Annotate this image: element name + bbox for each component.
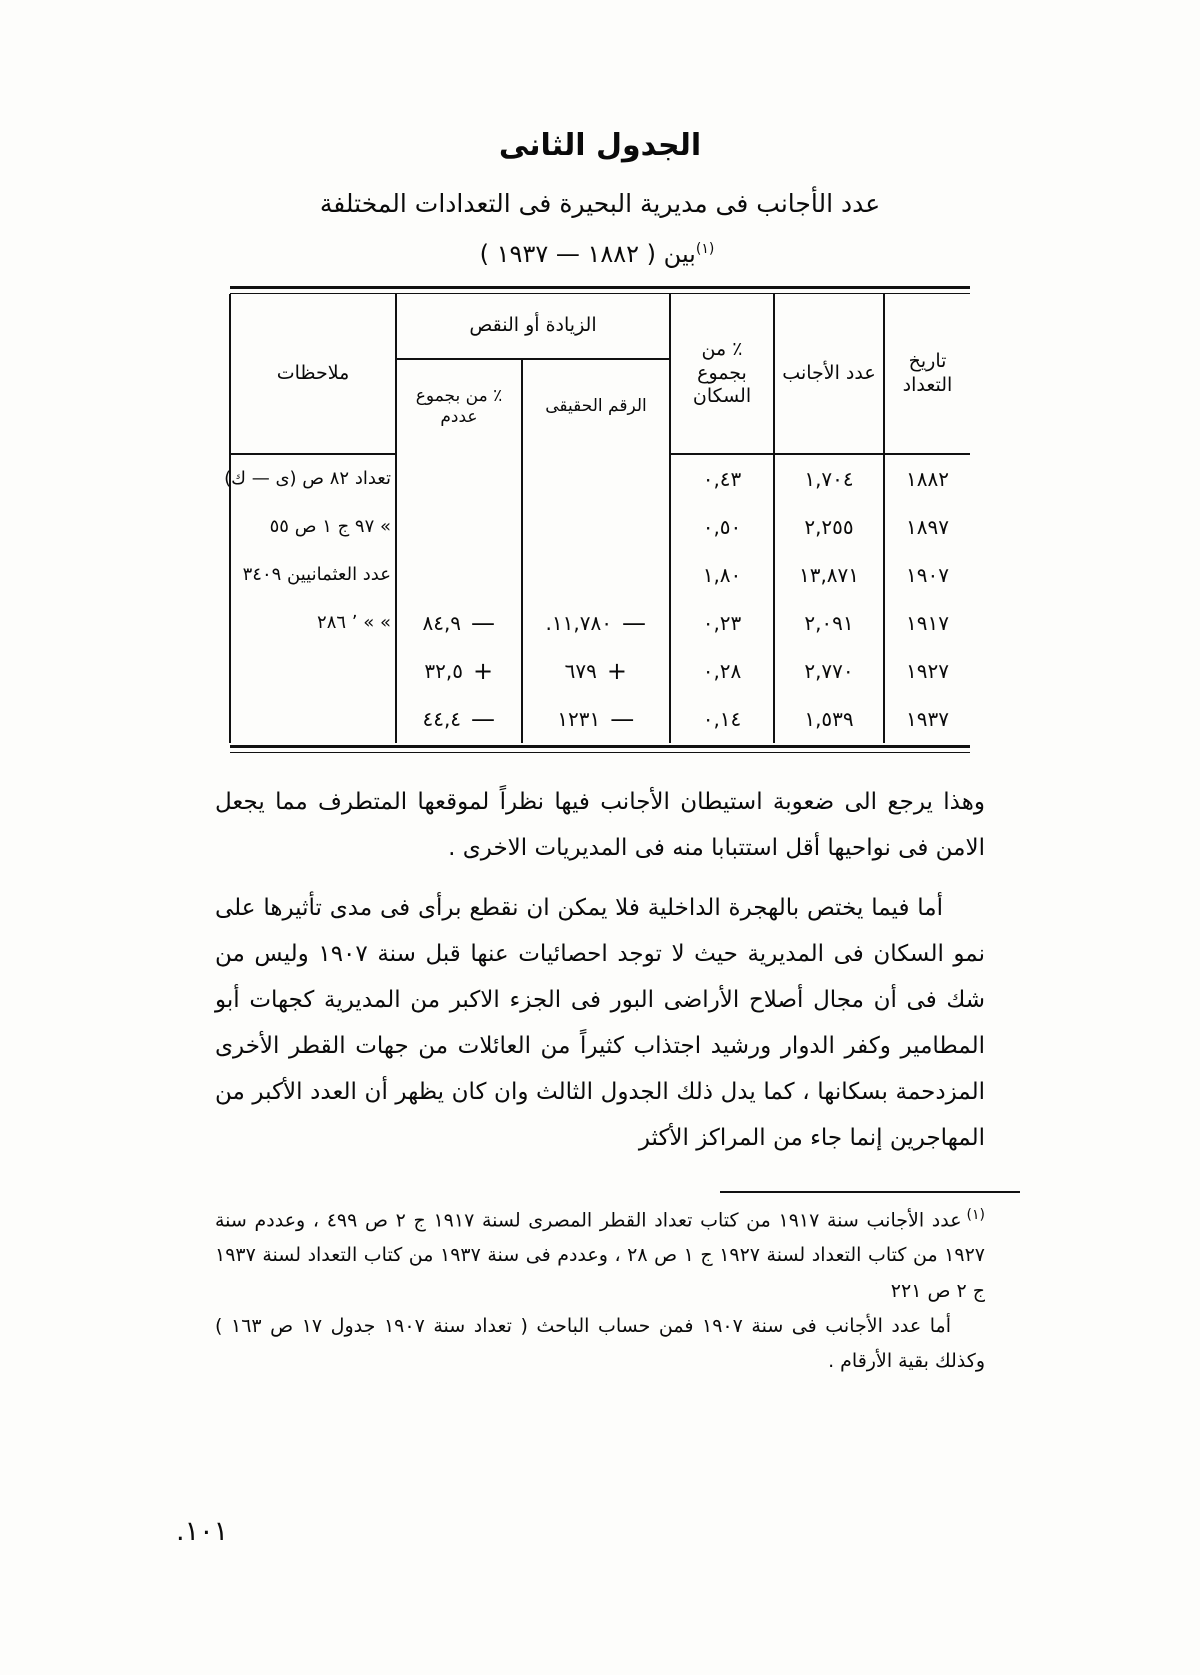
cell-change-pct xyxy=(396,454,522,503)
header-change-real: الرقم الحقيقى xyxy=(522,359,670,454)
cell-change-pct xyxy=(396,551,522,599)
table-body xyxy=(224,454,970,743)
cell-change-real: ١٢٣١ — xyxy=(522,695,670,743)
page-number: ١٠١. xyxy=(176,1516,229,1547)
footnote-marker: (١) xyxy=(966,1207,985,1223)
header-pct-of-population: ٪ من بجموع السكان xyxy=(670,294,774,454)
cell-census-date: ١٨٨٢ xyxy=(884,454,970,503)
cell-notes xyxy=(230,647,396,695)
footnote-line xyxy=(215,1309,985,1379)
table-row xyxy=(230,454,970,503)
cell-foreigners-count: ٢,٢٥٥ xyxy=(774,503,884,551)
cell-census-date: ١٩٠٧ xyxy=(884,551,970,599)
header-foreigners-count: عدد الأجانب xyxy=(774,294,884,454)
cell-change-pct: ٣٢,٥ + xyxy=(396,647,522,695)
cell-foreigners-count: ١,٥٣٩ xyxy=(774,695,884,743)
header-notes: ملاحظات xyxy=(230,294,396,454)
footnote-line xyxy=(215,1203,985,1309)
table-head xyxy=(230,294,970,454)
cell-census-date: ١٩٢٧ xyxy=(884,647,970,695)
census-table xyxy=(224,294,970,743)
cell-census-date: ١٩٣٧ xyxy=(884,695,970,743)
cell-pct-of-population: ٠,٥٠ xyxy=(670,503,774,551)
footnote-marker-title: (١) xyxy=(695,241,715,257)
cell-foreigners-count: ١,٧٠٤ xyxy=(774,454,884,503)
table-row xyxy=(230,647,970,695)
header-census-date: تاريخ التعداد xyxy=(884,294,970,454)
header-change-pct: ٪ من بجموع عددم xyxy=(396,359,522,454)
cell-census-date: ١٨٩٧ xyxy=(884,503,970,551)
cell-foreigners-count: ٢,٠٩١ xyxy=(774,599,884,647)
cell-change-pct xyxy=(396,503,522,551)
cell-pct-of-population: ٠,٤٣ xyxy=(670,454,774,503)
table-date-range xyxy=(0,240,1200,268)
cell-change-pct: ٤٤,٤ — xyxy=(396,695,522,743)
date-range-text: بين ( ١٨٨٢ — ١٩٣٧ ) xyxy=(479,240,696,268)
cell-census-date: ١٩١٧ xyxy=(884,599,970,647)
cell-notes: » ٩٧ ج ١ ص ٥٥ xyxy=(230,503,396,551)
table-subtitle: عدد الأجانب فى مديرية البحيرة فى التعدادات المختلفة xyxy=(319,189,881,218)
cell-pct-of-population: ٠,٢٨ xyxy=(670,647,774,695)
cell-change-real xyxy=(522,454,670,503)
cell-change-real: ٦٧٩ + xyxy=(522,647,670,695)
cell-pct-of-population: ٠,١٤ xyxy=(670,695,774,743)
cell-foreigners-count: ٢,٧٧٠ xyxy=(774,647,884,695)
cell-notes xyxy=(230,695,396,743)
paragraph: وهذا يرجع الى ضعوبة استيطان الأجانب فيها نظراً لموقعها المتطرف مما يجعل الامن فى نواحيها أقل استتبابا منه فى المديريات الاخرى . xyxy=(215,789,985,861)
cell-pct-of-population: ٠,٢٣ xyxy=(670,599,774,647)
cell-change-real: ١١,٧٨٠. — xyxy=(522,599,670,647)
table-top-rule xyxy=(230,286,970,294)
cell-notes: تعداد ٨٢ ص (ى — ك) xyxy=(230,454,396,503)
footnote-text: عدد الأجانب سنة ١٩١٧ من كتاب تعداد القطر المصرى لسنة ١٩١٧ ج ٢ ص ٤٩٩ ، وعددم سنة ١٩٢٧ من كتاب التعداد لسنة ١٩٢٧ ج ١ ص ٢٨ ، وعددم فى سنة ١٩٣٧ من كتاب التعداد لسنة ١٩٣٧ ج ٢ ص ٢٢١ xyxy=(215,1209,985,1302)
body-text xyxy=(215,779,985,1161)
table-head-row-top xyxy=(230,294,970,359)
table-row xyxy=(230,695,970,743)
table-row xyxy=(230,503,970,551)
table-row xyxy=(230,551,970,599)
cell-notes: » » ٬ ٢٨٦ xyxy=(230,599,396,647)
table-bottom-rule xyxy=(230,745,970,753)
header-change-group: الزيادة أو النقص xyxy=(396,294,670,359)
footnote-separator xyxy=(720,1191,1020,1193)
cell-change-pct: ٨٤,٩ — xyxy=(396,599,522,647)
footnote-block xyxy=(215,1203,985,1379)
cell-notes: عدد العثمانيين ٣٤٠٩ xyxy=(230,551,396,599)
cell-change-real xyxy=(522,551,670,599)
census-table-wrap xyxy=(224,286,970,753)
footnote-text: أما عدد الأجانب فى سنة ١٩٠٧ فمن حساب الباحث ( تعداد سنة ١٩٠٧ جدول ١٧ ص ١٦٣ ) وكذلك بقية الأرقام . xyxy=(215,1314,985,1372)
page-title: الجدول الثانى xyxy=(498,128,702,163)
paragraph: أما فيما يختص بالهجرة الداخلية فلا يمكن ان نقطع برأى فى مدى تأثيرها على نمو السكان فى المديرية حيث لا توجد احصائيات عنها قبل سنة ١٩٠٧ وليس من شك فى أن مجال أصلاح الأراضى البور فى الجزء الاكبر من المديرية كجهات أبو المطامير وكفر الدوار ورشيد اجتذاب كثيراً من العائلات من جهات القطر الأخرى المزدحمة بسكانها ، كما يدل ذلك الجدول الثالث وان كان يظهر أن العدد الأكبر من المهاجرين إنما جاء من المراكز الأكثر xyxy=(215,895,985,1151)
cell-change-real xyxy=(522,503,670,551)
cell-pct-of-population: ١,٨٠ xyxy=(670,551,774,599)
table-row xyxy=(230,599,970,647)
title-block xyxy=(0,0,1200,268)
cell-foreigners-count: ١٣,٨٧١ xyxy=(774,551,884,599)
